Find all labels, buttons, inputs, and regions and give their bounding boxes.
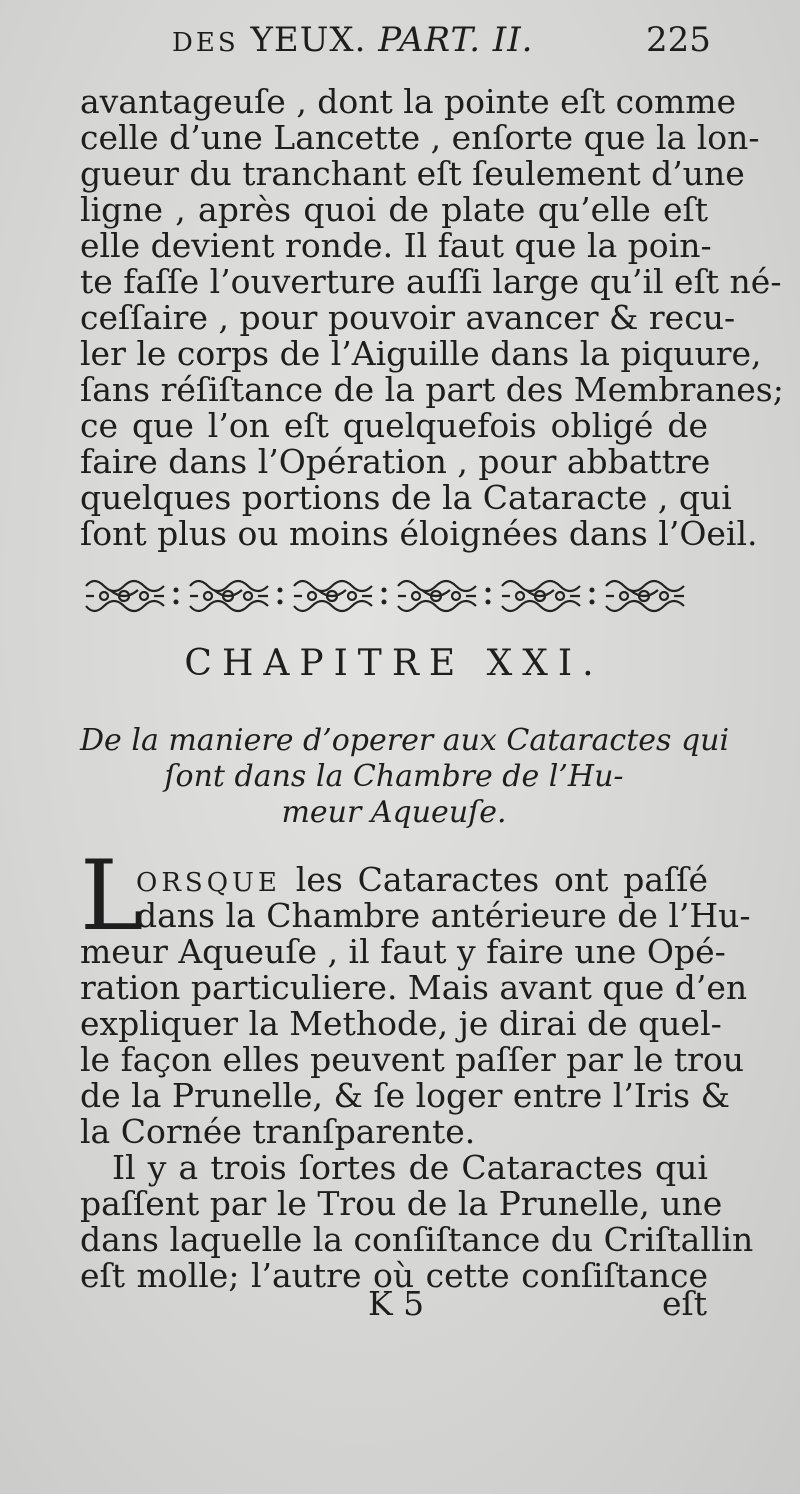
chapter-subtitle-line: De la maniere d’operer aux Cataractes qui: [80, 723, 730, 758]
text-line: ſont plus ou moins éloignées dans l’Oeil.: [80, 514, 758, 553]
running-title: [172, 18, 533, 65]
chapter-title: CHAPITRE XXI.: [184, 643, 604, 684]
text-line: dans la Chambre antérieure de l’Hu-: [136, 896, 751, 935]
text-line-first: [136, 862, 708, 898]
text-line: elle devient ronde. Il faut que la poin-: [80, 226, 712, 265]
text-line: meur Aqueuſe , il faut y faire une Opé-: [80, 932, 726, 971]
text-line: ligne , après quoi de plate qu’elle eſt: [80, 190, 708, 229]
drop-cap: L: [80, 840, 144, 952]
text-line: paſſent par le Trou de la Prunelle, une: [80, 1184, 723, 1223]
text-line: ceſſaire , pour pouvoir avancer & recu-: [80, 298, 736, 337]
text-line: quelques portions de la Cataracte , qui: [80, 478, 732, 517]
running-title-main: YEUX.: [250, 20, 367, 60]
text-line: dans laquelle la conſiſtance du Criſtallin: [80, 1220, 754, 1259]
text-line: de la Prunelle, & ſe loger entre l’Iris &: [80, 1076, 730, 1115]
running-title-part: PART. II.: [378, 20, 534, 60]
text-line: avantageuſe , dont la pointe eſt comme: [80, 82, 737, 121]
text-line: ce que l’on eſt quelquefois obligé de: [80, 406, 708, 445]
opening-line-rest: les Cataractes ont paſſé: [295, 860, 708, 899]
chapter-subtitle-line: meur Aqueuſe.: [281, 795, 507, 830]
text-line: ration particuliere. Mais avant que d’en: [80, 968, 748, 1007]
text-line: ſans réſiſtance de la part des Membranes;: [80, 370, 784, 409]
text-line: te faſſe l’ouverture auſſi large qu’il eſt né-: [80, 262, 782, 301]
text-line: eſt molle; l’autre où cette conſiſtance: [80, 1256, 708, 1295]
text-line: ler le corps de l’Aiguille dans la piquure,: [80, 334, 762, 373]
page-number: 225: [646, 20, 711, 60]
text-line: Il y a trois ſortes de Cataractes qui: [112, 1148, 708, 1187]
text-line: celle d’une Lancette , enſorte que la lon-: [80, 118, 760, 157]
catchword: eſt: [662, 1284, 708, 1323]
text-line: le façon elles peuvent paſſer par le trou: [80, 1040, 745, 1079]
signature-mark: K 5: [368, 1284, 425, 1323]
text-line: la Cornée tranſparente.: [80, 1112, 476, 1151]
running-title-prefix: DES: [172, 28, 239, 58]
text-line: faire dans l’Opération , pour abbattre: [80, 442, 711, 481]
running-header: [0, 18, 800, 62]
chapter-subtitle-line: ſont dans la Chambre de l’Hu-: [164, 759, 624, 794]
text-line: gueur du tranchant eſt ſeulement d’une: [80, 154, 745, 193]
opening-word: ORSQUE: [136, 868, 281, 898]
text-line: expliquer la Methode, je dirai de quel-: [80, 1004, 722, 1043]
printers-ornament: [80, 572, 708, 620]
